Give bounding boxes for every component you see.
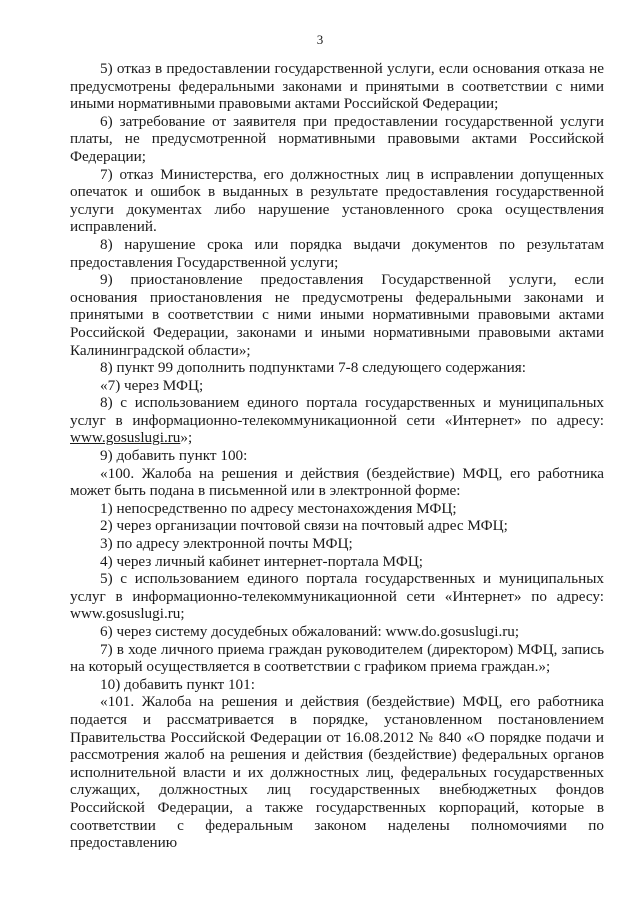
- paragraph-99-sub-8-text: 8) с использованием единого портала государственных и муниципальных услуг в информационно-телекоммуникационной сети «Интернет» по адресу:: [70, 394, 604, 429]
- page-number: 3: [316, 32, 324, 47]
- gosuslugi-link-suffix: »;: [180, 429, 193, 447]
- paragraph-100-sub-2: 2) через организации почтовой связи на почтовый адрес МФЦ;: [100, 517, 508, 535]
- paragraph-100-sub-3: 3) по адресу электронной почты МФЦ;: [100, 535, 353, 553]
- gosuslugi-link[interactable]: www.gosuslugi.ru: [70, 429, 181, 447]
- paragraph-point-99-intro: 8) пункт 99 дополнить подпунктами 7-8 следующего содержания:: [100, 359, 526, 377]
- paragraph-item-8: 8) нарушение срока или порядка выдачи документов по результатам предоставления Государственной услуги;: [70, 235, 604, 271]
- paragraph-100-sub-5: 5) с использованием единого портала государственных и муниципальных услуг в информационно-телекоммуникационной сети «Интернет» по адресу: www.gosuslugi.ru;: [70, 570, 604, 623]
- document-body: [70, 60, 604, 852]
- paragraph-item-9: 9) приостановление предоставления Государственной услуги, если основания приостановления не предусмотрены федеральными законами и принятыми в соответствии с ними иными нормативными правовыми актами Российской Федерации, законами и иными нормативными правовыми актами Калининградской области»;: [70, 271, 604, 359]
- paragraph-item-5: 5) отказ в предоставлении государственной услуги, если основания отказа не предусмотрены федеральными законами и принятыми в соответствии с ними иными нормативными правовыми актами Российской Федерации;: [70, 60, 604, 113]
- paragraph-99-sub-7: «7) через МФЦ;: [100, 376, 204, 394]
- paragraph-100-sub-1: 1) непосредственно по адресу местонахождения МФЦ;: [100, 499, 457, 517]
- paragraph-99-sub-8: [70, 394, 604, 447]
- paragraph-point-100-intro: 9) добавить пункт 100:: [100, 447, 248, 465]
- paragraph-100-sub-4: 4) через личный кабинет интернет-портала МФЦ;: [100, 552, 424, 570]
- paragraph-item-7: 7) отказ Министерства, его должностных лиц в исправлении допущенных опечаток и ошибок в выданных в результате предоставления государственной услуги документах либо нарушение установленного срока осуществления исправлений.: [70, 165, 604, 236]
- paragraph-point-101-intro: 10) добавить пункт 101:: [100, 675, 255, 693]
- paragraph-101-text: «101. Жалоба на решения и действия (бездействие) МФЦ, его работника подается и рассматривается в порядке, установленном постановлением Правительства Российской Федерации от 16.08.2012 № 840 «О порядке подачи и рассмотрения жалоб на решения и действия (бездействие) федеральных органов исполнительной власти и их должностных лиц, федеральных государственных служащих, должностных лиц государственных внебюджетных фондов Российской Федерации, а также государственных корпораций, которые в соответствии с федеральным законом наделены полномочиями по предоставлению: [70, 693, 604, 852]
- paragraph-100-text: «100. Жалоба на решения и действия (бездействие) МФЦ, его работника может быть подана в письменной или в электронной форме:: [70, 464, 604, 500]
- paragraph-item-6: 6) затребование от заявителя при предоставлении государственной услуги платы, не предусмотренной нормативными правовыми актами Российской Федерации;: [70, 112, 604, 165]
- paragraph-100-sub-6: 6) через систему досудебных обжалований: www.do.gosuslugi.ru;: [100, 623, 520, 640]
- paragraph-100-sub-7: 7) в ходе личного приема граждан руководителем (директором) МФЦ, запись на который осуществляется в соответствии с графиком приема граждан.»;: [70, 640, 604, 676]
